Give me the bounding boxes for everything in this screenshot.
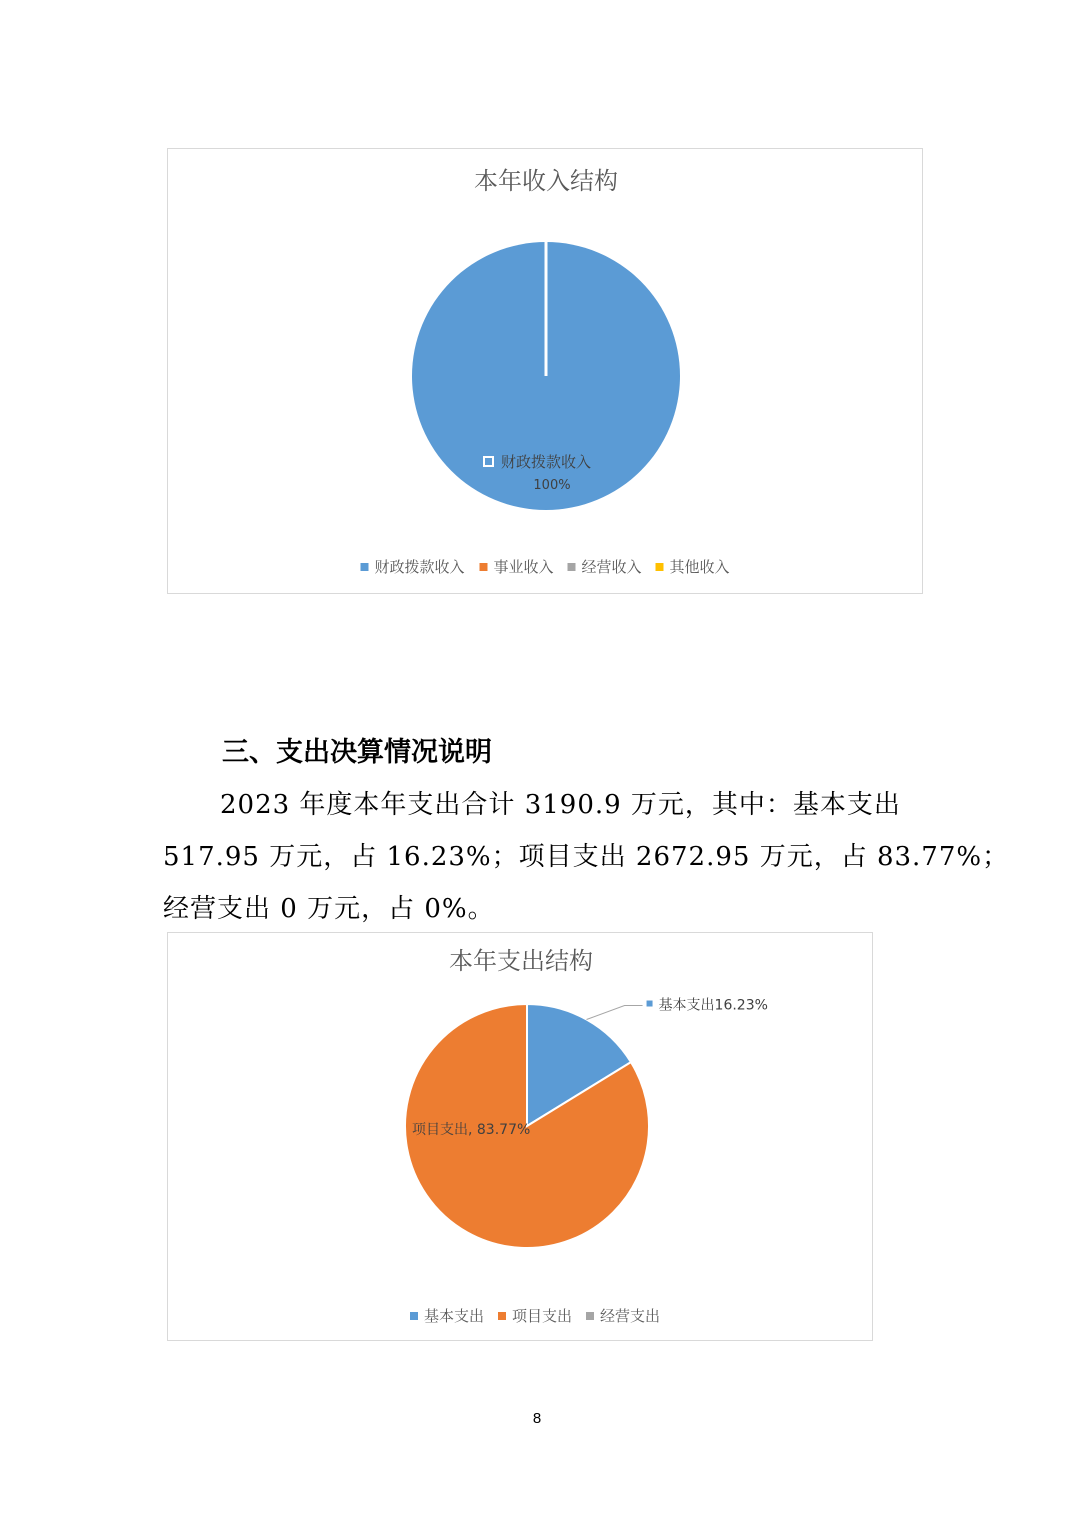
chart-title: 本年收入结构 (474, 167, 618, 195)
legend-label-0: 财政拨款收入 (374, 558, 465, 576)
legend-label-0: 基本支出 (424, 1307, 485, 1325)
section-heading: 三、支出决算情况说明 (222, 737, 492, 768)
data-label-swatch (647, 1001, 653, 1007)
paragraph-line-3: 经营支出 0 万元，占 0%。 (163, 894, 495, 924)
legend-swatch-1 (480, 563, 488, 571)
paragraph-line-2: 517.95 万元，占 16.23%；项目支出 2672.95 万元，占 83.77%； (163, 842, 1010, 872)
page-number: 8 (532, 1410, 542, 1427)
income-pie-svg (168, 149, 924, 595)
legend-swatch-3 (656, 563, 664, 571)
chart-legend (361, 558, 730, 576)
legend-swatch-1 (498, 1312, 506, 1320)
legend-swatch-0 (410, 1312, 418, 1320)
expense-structure-chart (167, 932, 873, 1341)
data-label-value: 100% (533, 478, 571, 493)
expense-pie-svg (168, 933, 874, 1342)
legend-label-3: 其他收入 (669, 558, 730, 576)
paragraph-line-1: 2023 年度本年支出合计 3190.9 万元，其中：基本支出 (220, 790, 901, 820)
data-label-basic-text: 基本支出16.23% (658, 997, 768, 1014)
legend-label-2: 经营支出 (600, 1307, 661, 1325)
legend-swatch-2 (586, 1312, 594, 1320)
legend-swatch-2 (568, 563, 576, 571)
legend-label-1: 项目支出 (512, 1307, 573, 1325)
legend-label-2: 经营收入 (581, 558, 642, 576)
data-label-category: 财政拨款收入 (501, 453, 592, 471)
data-label-project: 项目支出, 83.77% (412, 1122, 531, 1138)
legend-swatch-0 (361, 563, 369, 571)
data-label-swatch (484, 457, 493, 466)
data-label-basic (647, 997, 768, 1014)
income-structure-chart (167, 148, 923, 594)
chart-legend (410, 1307, 660, 1325)
leader-line (587, 1006, 643, 1020)
chart-title: 本年支出结构 (449, 947, 593, 975)
legend-label-1: 事业收入 (493, 558, 554, 576)
